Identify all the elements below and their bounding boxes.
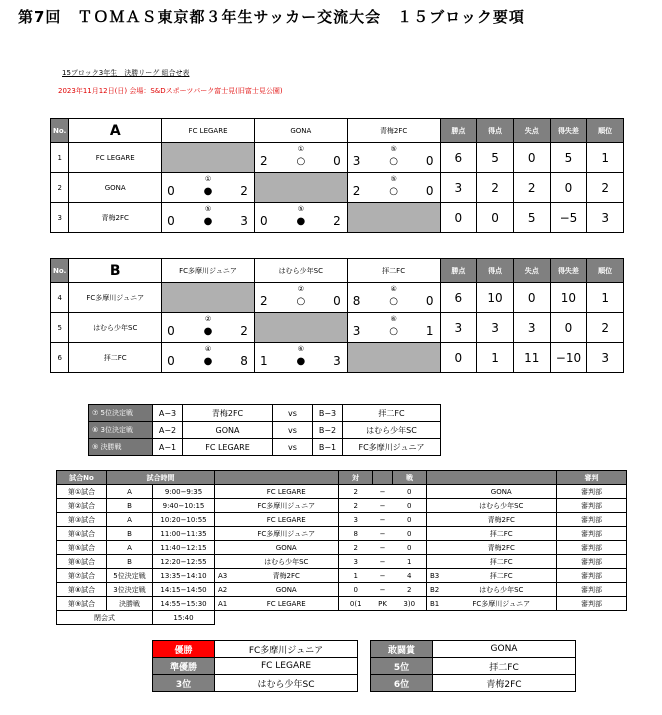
seed-away — [427, 499, 447, 513]
match-group: 決勝戦 — [107, 597, 153, 611]
schedule-table — [56, 470, 627, 625]
league-row — [51, 203, 624, 233]
row-team: はむら少年SC — [69, 313, 162, 343]
league-row — [51, 173, 624, 203]
match-group: B — [107, 527, 153, 541]
score-away: 0 — [425, 154, 434, 168]
match-time: 14:15−14:50 — [153, 583, 215, 597]
score-home: 0 — [167, 354, 175, 368]
team-home: はむら少年SC — [235, 555, 339, 569]
goals-for: 0 — [477, 203, 514, 233]
goals-home: 0 — [339, 583, 373, 597]
final-label: ⑧ 3位決定戦 — [89, 422, 153, 439]
score-dash: − — [373, 485, 393, 499]
schedule-row — [57, 583, 627, 597]
header-goal-diff: 得失差 — [550, 119, 587, 143]
score-dash: − — [373, 541, 393, 555]
match-number: ① — [297, 145, 304, 153]
match-no: 第②試合 — [57, 499, 107, 513]
seed-away — [427, 485, 447, 499]
seed-away — [427, 541, 447, 555]
team-away: 青梅2FC — [447, 513, 557, 527]
result-mark: ○ — [296, 296, 306, 307]
score-cell — [254, 343, 347, 373]
referee: 審判部 — [557, 527, 627, 541]
vs-label: vs — [273, 405, 313, 422]
team-home: FC LEGARE — [235, 597, 339, 611]
score-cell — [254, 143, 347, 173]
result-mark: ● — [296, 216, 306, 227]
league-name: A — [69, 119, 162, 143]
header-team: 拝二FC — [347, 259, 440, 283]
header-team: FC LEGARE — [162, 119, 255, 143]
header-vs: 対 — [339, 471, 373, 485]
header-team: 青梅2FC — [347, 119, 440, 143]
match-number: ④ — [204, 345, 212, 353]
goal-diff: 5 — [550, 143, 587, 173]
score-cell — [254, 203, 347, 233]
result-mark: ● — [203, 326, 213, 337]
score-dash: − — [373, 499, 393, 513]
self-cell — [254, 313, 347, 343]
seed-home — [215, 499, 235, 513]
seed-home: A3 — [215, 569, 235, 583]
row-no: 2 — [51, 173, 69, 203]
header-match-no: 試合No — [57, 471, 107, 485]
schedule-row — [57, 555, 627, 569]
team-away: 青梅2FC — [447, 541, 557, 555]
rank: 2 — [587, 173, 624, 203]
league-row — [51, 283, 624, 313]
team-away: 拝二FC — [447, 527, 557, 541]
header-blank — [427, 471, 557, 485]
schedule-row — [57, 485, 627, 499]
seed-home: A2 — [215, 583, 235, 597]
seed-home — [215, 555, 235, 569]
header-goals-against: 失点 — [513, 119, 550, 143]
goals-home: 3 — [339, 555, 373, 569]
score-home: 3 — [352, 154, 361, 168]
row-team: GONA — [69, 173, 162, 203]
row-team: 拝二FC — [69, 343, 162, 373]
goals-for: 10 — [477, 283, 514, 313]
score-away: 0 — [333, 154, 341, 168]
results-left-table — [152, 640, 358, 692]
seed-home — [215, 485, 235, 499]
goal-diff: −10 — [550, 343, 587, 373]
result-mark: ○ — [389, 186, 398, 197]
seed-away — [427, 555, 447, 569]
score-cell — [162, 173, 255, 203]
result-mark: ○ — [389, 326, 398, 337]
award-label: 6位 — [371, 675, 433, 692]
league-row — [51, 143, 624, 173]
header-goals-for: 得点 — [477, 119, 514, 143]
referee: 審判部 — [557, 597, 627, 611]
match-no: 第⑥試合 — [57, 555, 107, 569]
score-home: 1 — [259, 354, 268, 368]
seed-away: B1 — [427, 597, 447, 611]
row-team: FC多摩川ジュニア — [69, 283, 162, 313]
score-cell — [254, 283, 347, 313]
score-home: 2 — [259, 294, 268, 308]
header-blank — [215, 471, 339, 485]
score-home: 0 — [259, 214, 268, 228]
score-home: 0 — [167, 214, 175, 228]
schedule-row — [57, 527, 627, 541]
result-mark: ● — [203, 186, 213, 197]
goals-home: 1 — [339, 569, 373, 583]
win-points: 6 — [440, 143, 477, 173]
finals-table — [88, 404, 441, 456]
header-goals-for: 得点 — [477, 259, 514, 283]
seed-2: B−2 — [313, 422, 343, 439]
row-no: 4 — [51, 283, 69, 313]
header-no: No. — [51, 259, 69, 283]
match-number: ⑤ — [297, 205, 304, 213]
award-team: 拝二FC — [433, 658, 576, 675]
match-time: 11:40−12:15 — [153, 541, 215, 555]
match-group: A — [107, 485, 153, 499]
match-number: ⑤ — [204, 205, 212, 213]
award-team: GONA — [433, 641, 576, 658]
score-dash: − — [373, 555, 393, 569]
goal-diff: 10 — [550, 283, 587, 313]
team-1: GONA — [183, 422, 273, 439]
score-cell — [347, 143, 440, 173]
row-no: 1 — [51, 143, 69, 173]
final-label: ⑦ 5位決定戦 — [89, 405, 153, 422]
award-label: 3位 — [153, 675, 215, 692]
team-2: はむら少年SC — [343, 422, 441, 439]
score-away: 3 — [240, 214, 248, 228]
score-away: 2 — [240, 184, 248, 198]
final-label: ⑨ 決勝戦 — [89, 439, 153, 456]
team-home: FC LEGARE — [235, 513, 339, 527]
league-b-table — [50, 258, 624, 373]
team-home: FC多摩川ジュニア — [235, 499, 339, 513]
team-1: FC LEGARE — [183, 439, 273, 456]
rank: 2 — [587, 313, 624, 343]
goals-against: 5 — [513, 203, 550, 233]
seed-1: A−1 — [153, 439, 183, 456]
match-number: ⑤ — [390, 145, 397, 153]
goals-home: 2 — [339, 541, 373, 555]
referee: 審判部 — [557, 541, 627, 555]
goals-home: 3 — [339, 513, 373, 527]
award-label: 5位 — [371, 658, 433, 675]
header-no: No. — [51, 119, 69, 143]
date-venue: 2023年11月12日(日) 会場：S&Dスポーツパーク富士見(旧富士見公園) — [58, 87, 283, 95]
score-cell — [162, 343, 255, 373]
goals-against: 0 — [513, 143, 550, 173]
match-group: A — [107, 541, 153, 555]
match-time: 11:00−11:35 — [153, 527, 215, 541]
goals-for: 1 — [477, 343, 514, 373]
win-points: 0 — [440, 343, 477, 373]
self-cell — [347, 203, 440, 233]
team-home: GONA — [235, 583, 339, 597]
team-away: 拝二FC — [447, 569, 557, 583]
referee: 審判部 — [557, 583, 627, 597]
score-dash: − — [373, 513, 393, 527]
header-goals-against: 失点 — [513, 259, 550, 283]
header-sen: 戦 — [393, 471, 427, 485]
header-goal-diff: 得失差 — [550, 259, 587, 283]
row-no: 6 — [51, 343, 69, 373]
score-cell — [162, 203, 255, 233]
match-no: 第⑦試合 — [57, 569, 107, 583]
score-away: 3 — [333, 354, 341, 368]
match-no: 第⑤試合 — [57, 541, 107, 555]
goals-away: 0 — [393, 513, 427, 527]
seed-home — [215, 541, 235, 555]
score-cell — [347, 283, 440, 313]
header-referee: 審判 — [557, 471, 627, 485]
result-mark: ○ — [389, 296, 398, 307]
referee: 審判部 — [557, 555, 627, 569]
award-team: 青梅2FC — [433, 675, 576, 692]
goal-diff: −5 — [550, 203, 587, 233]
match-no: 第④試合 — [57, 527, 107, 541]
team-away: はむら少年SC — [447, 499, 557, 513]
team-home: GONA — [235, 541, 339, 555]
match-no: 第③試合 — [57, 513, 107, 527]
score-home: 0 — [167, 184, 175, 198]
schedule-row — [57, 513, 627, 527]
score-cell — [162, 313, 255, 343]
row-no: 3 — [51, 203, 69, 233]
self-cell — [162, 283, 255, 313]
rank: 3 — [587, 343, 624, 373]
header-time: 試合時間 — [107, 471, 215, 485]
seed-1: A−3 — [153, 405, 183, 422]
score-away: 0 — [425, 294, 434, 308]
match-number: ① — [204, 175, 212, 183]
goals-for: 5 — [477, 143, 514, 173]
header-blank — [373, 471, 393, 485]
schedule-row — [57, 569, 627, 583]
score-away: 0 — [333, 294, 341, 308]
self-cell — [162, 143, 255, 173]
goals-home: 2 — [339, 485, 373, 499]
score-cell — [347, 173, 440, 203]
league-a-table — [50, 118, 624, 233]
goals-for: 3 — [477, 313, 514, 343]
results-right-table — [370, 640, 576, 692]
score-dash: − — [373, 569, 393, 583]
seed-away: B2 — [427, 583, 447, 597]
match-group: 5位決定戦 — [107, 569, 153, 583]
win-points: 3 — [440, 313, 477, 343]
score-home: 8 — [352, 294, 361, 308]
match-number: ② — [297, 285, 304, 293]
team-away: 拝二FC — [447, 555, 557, 569]
closing-ceremony-time: 15:40 — [153, 611, 215, 625]
header-team: GONA — [254, 119, 347, 143]
header-win-points: 勝点 — [440, 259, 477, 283]
score-home: 3 — [352, 324, 361, 338]
seed-away — [427, 513, 447, 527]
seed-away: B3 — [427, 569, 447, 583]
header-rank: 順位 — [587, 119, 624, 143]
score-away: 2 — [240, 324, 248, 338]
match-group: B — [107, 555, 153, 569]
match-group: A — [107, 513, 153, 527]
page-title: 第7回 ＴＯＭＡＳ東京都３年生サッカー交流大会 １５ブロック要項 — [18, 8, 525, 26]
match-no: 第①試合 — [57, 485, 107, 499]
match-time: 12:20−12:55 — [153, 555, 215, 569]
match-time: 9:40−10:15 — [153, 499, 215, 513]
match-no: 第⑨試合 — [57, 597, 107, 611]
seed-home — [215, 527, 235, 541]
seed-home: A1 — [215, 597, 235, 611]
table-subtitle: 15ブロック3年生 決勝リーグ 組合せ表 — [62, 69, 190, 77]
goals-away: 0 — [393, 499, 427, 513]
match-time: 14:55−15:30 — [153, 597, 215, 611]
goals-away: 0 — [393, 527, 427, 541]
score-away: 1 — [425, 324, 434, 338]
score-cell — [347, 313, 440, 343]
match-number: ⑥ — [297, 345, 304, 353]
score-dash: − — [373, 527, 393, 541]
match-no: 第⑧試合 — [57, 583, 107, 597]
team-home: FC LEGARE — [235, 485, 339, 499]
score-away: 2 — [333, 214, 341, 228]
goals-away: 1 — [393, 555, 427, 569]
score-dash: − — [373, 583, 393, 597]
team-2: 拝二FC — [343, 405, 441, 422]
header-team: FC多摩川ジュニア — [162, 259, 255, 283]
team-away: GONA — [447, 485, 557, 499]
match-group: 3位決定戦 — [107, 583, 153, 597]
header-rank: 順位 — [587, 259, 624, 283]
award-label: 敢闘賞 — [371, 641, 433, 658]
goals-home: 8 — [339, 527, 373, 541]
referee: 審判部 — [557, 499, 627, 513]
score-away: 8 — [240, 354, 248, 368]
team-2: FC多摩川ジュニア — [343, 439, 441, 456]
goals-against: 11 — [513, 343, 550, 373]
league-name: B — [69, 259, 162, 283]
row-team: FC LEGARE — [69, 143, 162, 173]
vs-label: vs — [273, 439, 313, 456]
vs-label: vs — [273, 422, 313, 439]
referee: 審判部 — [557, 569, 627, 583]
goals-away: 2 — [393, 583, 427, 597]
score-dash: PK — [373, 597, 393, 611]
goals-home: 0(1 — [339, 597, 373, 611]
win-points: 3 — [440, 173, 477, 203]
goals-away: 0 — [393, 541, 427, 555]
goals-home: 2 — [339, 499, 373, 513]
schedule-row — [57, 499, 627, 513]
win-points: 6 — [440, 283, 477, 313]
header-team: はむら少年SC — [254, 259, 347, 283]
score-away: 0 — [425, 184, 434, 198]
award-label: 準優勝 — [153, 658, 215, 675]
match-group: B — [107, 499, 153, 513]
win-points: 0 — [440, 203, 477, 233]
schedule-row — [57, 541, 627, 555]
team-1: 青梅2FC — [183, 405, 273, 422]
closing-ceremony-label: 閉会式 — [57, 611, 153, 625]
result-mark: ○ — [296, 156, 306, 167]
goals-away: 3)0 — [393, 597, 427, 611]
seed-2: B−3 — [313, 405, 343, 422]
league-row — [51, 313, 624, 343]
goals-against: 0 — [513, 283, 550, 313]
score-home: 2 — [259, 154, 268, 168]
referee: 審判部 — [557, 513, 627, 527]
match-number: ④ — [390, 285, 397, 293]
match-number: ② — [204, 315, 212, 323]
seed-home — [215, 513, 235, 527]
award-label: 優勝 — [153, 641, 215, 658]
match-time: 9:00−9:35 — [153, 485, 215, 499]
goal-diff: 0 — [550, 173, 587, 203]
goals-against: 2 — [513, 173, 550, 203]
team-home: FC多摩川ジュニア — [235, 527, 339, 541]
score-home: 0 — [167, 324, 175, 338]
league-row — [51, 343, 624, 373]
result-mark: ● — [296, 356, 306, 367]
team-away: はむら少年SC — [447, 583, 557, 597]
goals-for: 2 — [477, 173, 514, 203]
seed-away — [427, 527, 447, 541]
team-home: 青梅2FC — [235, 569, 339, 583]
goals-away: 4 — [393, 569, 427, 583]
result-mark: ○ — [389, 156, 398, 167]
schedule-row — [57, 597, 627, 611]
match-number: ⑤ — [390, 175, 397, 183]
match-number: ⑥ — [390, 315, 397, 323]
row-team: 青梅2FC — [69, 203, 162, 233]
header-win-points: 勝点 — [440, 119, 477, 143]
score-home: 2 — [352, 184, 361, 198]
seed-1: A−2 — [153, 422, 183, 439]
match-time: 10:20−10:55 — [153, 513, 215, 527]
award-team: はむら少年SC — [215, 675, 358, 692]
self-cell — [254, 173, 347, 203]
goals-away: 0 — [393, 485, 427, 499]
team-away: FC多摩川ジュニア — [447, 597, 557, 611]
rank: 1 — [587, 143, 624, 173]
row-no: 5 — [51, 313, 69, 343]
goals-against: 3 — [513, 313, 550, 343]
result-mark: ● — [203, 216, 213, 227]
result-mark: ● — [203, 356, 213, 367]
self-cell — [347, 343, 440, 373]
match-time: 13:35−14:10 — [153, 569, 215, 583]
rank: 3 — [587, 203, 624, 233]
award-team: FC多摩川ジュニア — [215, 641, 358, 658]
seed-2: B−1 — [313, 439, 343, 456]
award-team: FC LEGARE — [215, 658, 358, 675]
goal-diff: 0 — [550, 313, 587, 343]
referee: 審判部 — [557, 485, 627, 499]
rank: 1 — [587, 283, 624, 313]
